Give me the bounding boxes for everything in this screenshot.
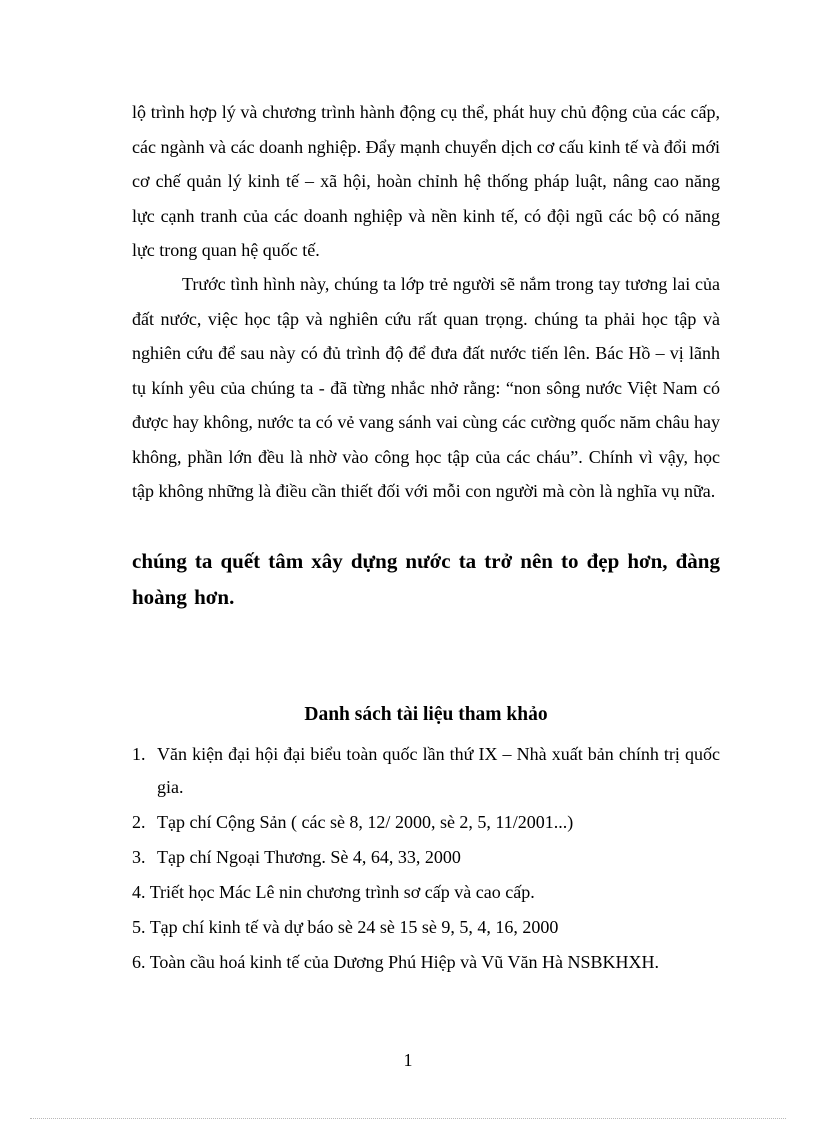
reference-number-1: 1.	[132, 744, 146, 764]
body-paragraph-1: lộ trình hợp lý và chương trình hành động cụ thể, phát huy chủ động của các cấp, các ngành và các doanh nghiệp. Đẩy mạnh chuyển dịch cơ cấu kinh tế và đổi mới cơ chế quản lý kinh tế – xã hội, hoàn chỉnh hệ thống pháp luật, nâng cao năng lực cạnh tranh của các doanh nghiệp và nền kinh tế, có đội ngũ các bộ có năng lực trong quan hệ quốc tế.	[132, 102, 720, 260]
reference-number-4: 4.	[132, 882, 146, 902]
page-bottom-dotted-rule	[30, 1118, 786, 1119]
references-heading: Danh sách tài liệu tham khảo	[304, 704, 548, 725]
bold-conclusion-paragraph: chúng ta quết tâm xây dựng nước ta trở nên to đẹp hơn, đàng hoàng hơn.	[132, 549, 720, 609]
reference-item-3	[132, 841, 720, 874]
page-number: 1	[403, 1050, 413, 1070]
reference-text-3: Tạp chí Ngoại Thương. Sè 4, 64, 33, 2000	[157, 847, 461, 867]
reference-item-5	[132, 911, 720, 944]
reference-text-5: Tạp chí kinh tế và dự báo sè 24 sè 15 sè 9, 5, 4, 16, 2000	[149, 917, 559, 937]
reference-text-2: Tạp chí Cộng Sản ( các sè 8, 12/ 2000, sè 2, 5, 11/2001...)	[157, 812, 574, 832]
reference-item-2	[132, 806, 720, 839]
reference-item-4	[132, 876, 720, 909]
reference-text-1: Văn kiện đại hội đại biểu toàn quốc lần thứ IX – Nhà xuất bản chính trị quốc gia.	[157, 744, 720, 797]
reference-number-2: 2.	[132, 812, 146, 832]
reference-text-4: Triết học Mác Lê nin chương trình sơ cấp và cao cấp.	[149, 882, 535, 902]
references-list	[132, 738, 720, 979]
reference-number-6: 6.	[132, 952, 146, 972]
reference-number-5: 5.	[132, 917, 146, 937]
reference-item-1	[132, 738, 720, 804]
reference-item-6	[132, 946, 720, 979]
reference-text-6: Toàn cầu hoá kinh tế của Dương Phú Hiệp và Vũ Văn Hà NSBKHXH.	[149, 952, 659, 972]
body-paragraph-2: Trước tình hình này, chúng ta lớp trẻ người sẽ nắm trong tay tương lai của đất nước, việc học tập và nghiên cứu rất quan trọng. chúng ta phải học tập và nghiên cứu để sau này có đủ trình độ để đưa đất nước tiến lên. Bác Hồ – vị lãnh tụ kính yêu của chúng ta - đã từng nhắc nhở rằng: “non sông nước Việt Nam có được hay không, nước ta có vẻ vang sánh vai cùng các cường quốc năm châu hay không, phần lớn đều là nhờ vào công học tập của các cháu”. Chính vì vậy, học tập không những là điều cần thiết đối với mỗi con người mà còn là nghĩa vụ nữa.	[132, 274, 720, 501]
reference-number-3: 3.	[132, 847, 146, 867]
